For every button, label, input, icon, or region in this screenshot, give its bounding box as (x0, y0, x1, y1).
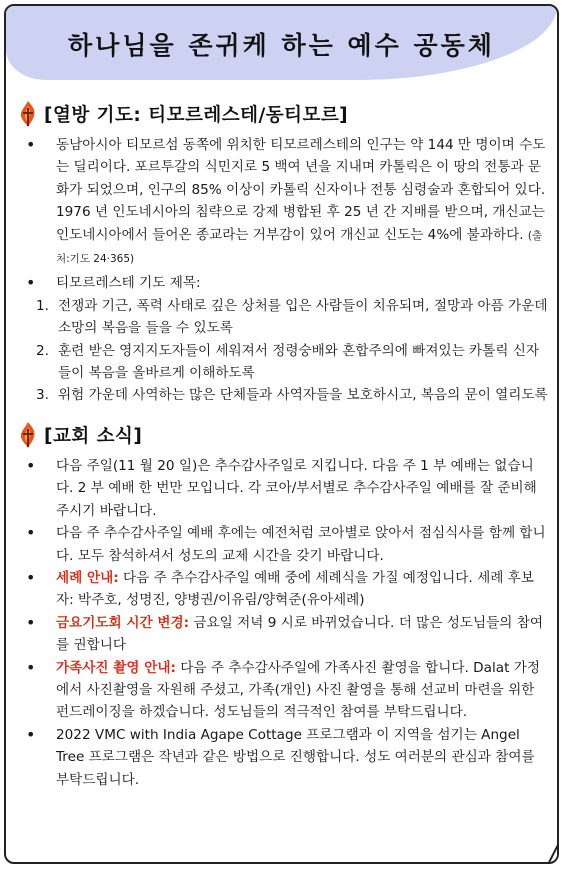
news-item-text: 다음 주 추수감사주일 예배 후에는 예전처럼 코아별로 앉아서 점심식사를 함께 합니다. 모두 참석하셔서 성도의 교제 시간을 갖기 바랍니다. (56, 525, 546, 564)
news-item-label: 금요기도회 시간 변경: (56, 614, 190, 631)
list-item-text: 전쟁과 기근, 폭력 사태로 깊은 상처를 입은 사람들이 치유되며, 절망과 아픔 가운데 소망의 복음을 들을 수 있도록 (58, 297, 548, 337)
title-banner (6, 6, 557, 80)
prayer-bullet-list (16, 134, 548, 295)
prayer-list-heading: • 티모르레스테 기도 제목: (16, 272, 548, 294)
prayer-intro (16, 134, 548, 270)
news-item-text: 다음 주일(11 월 20 일)은 추수감사주일로 지킵니다. 다음 주 1 부 예배는 없습니다. 2 부 예배 한 번만 모입니다. 각 코아/부서별로 추수감사주일 예배를 잘 준비해 주시기 바랍니다. (56, 457, 537, 519)
list-item-text: 훈련 받은 영지지도자들이 세워져서 정령숭배와 혼합주의에 빠져있는 카톨릭 신자들이 복음을 올바르게 이해하도록 (58, 342, 540, 382)
list-item-number: 2. (36, 342, 49, 359)
page-title: 하나님을 존귀케 하는 예수 공동체 (68, 31, 495, 60)
prayer-source: (출처:기도 24·365) (56, 229, 543, 266)
news-bullet-list (16, 455, 548, 791)
news-item-label: 세례 안내: (56, 569, 119, 586)
flame-cross-icon (16, 421, 40, 449)
list-item (16, 384, 548, 406)
news-item-text: 2022 VMC with India Agape Cottage 프로그램과 이 지역을 섬기는 Angel Tree 프로그램은 작년과 같은 방법으로 진행합니다. 성도 여러분의 관심과 참여를 부탁드립니다. (56, 726, 535, 788)
list-item-number: 1. (36, 297, 49, 314)
news-item (16, 724, 548, 791)
list-item (16, 340, 548, 385)
list-item (16, 295, 548, 340)
news-item-text: 다음 주 추수감사주일에 가족사진 촬영을 합니다. Dalat 가정에서 사진촬영을 자원해 주셨고, 가족(개인) 사진 촬영을 통해 선교비 마련을 위한 펀드레이징을 하겠습니다. 성도님들의 적극적인 참여를 부탁드립니다. (56, 659, 540, 721)
prayer-topics-list (16, 295, 548, 407)
news-item (16, 612, 548, 657)
news-section-title: [교회 소식] (44, 425, 143, 447)
news-section-header (16, 421, 548, 449)
news-item-text: 금요일 저녁 9 시로 바뀌었습니다. 더 많은 성도님들의 참여를 권합니다 (56, 614, 543, 654)
prayer-section-header (16, 100, 548, 128)
news-item (16, 455, 548, 522)
prayer-intro-text: 동남아시아 티모르섬 동쪽에 위치한 티모르레스테의 인구는 약 144 만 명이며 수도는 딜리이다. 포르투갈의 식민지로 5 백여 년을 지내며 카톨릭은 이 땅의 전통과 문화가 되었으며, 인구의 85% 이상이 카톨릭 신자이나 전통 심령술과 혼합되어 있다. 1976 년 인도네시아의 침략으로 강제 병합된 후 25 년 간 지배를 받으며, 개신교는 인도네시아에서 들어온 종교라는 거부감이 있어 개신교 신도는 4%에 불과하다. (56, 137, 546, 243)
bulletin-frame (4, 4, 559, 864)
flame-cross-icon (16, 100, 40, 128)
news-item (16, 657, 548, 724)
news-item (16, 567, 548, 612)
prayer-section-title: [열방 기도: 티모르레스테/동티모르] (44, 105, 349, 126)
news-item-text: 다음 주 추수감사주일 예배 중에 세례식을 가질 예정입니다. 세례 후보자: 박주호, 성명진, 양병권/이유림/양혁준(유아세례) (56, 569, 534, 609)
bulletin-content (16, 100, 548, 791)
list-item-text: 위험 가운데 사역하는 많은 단체들과 사역자들을 보호하시고, 복음의 문이 열리도록 (58, 387, 548, 404)
list-item-number: 3. (36, 387, 49, 404)
news-item (16, 522, 548, 567)
news-item-label: 가족사진 촬영 안내: (56, 659, 176, 676)
